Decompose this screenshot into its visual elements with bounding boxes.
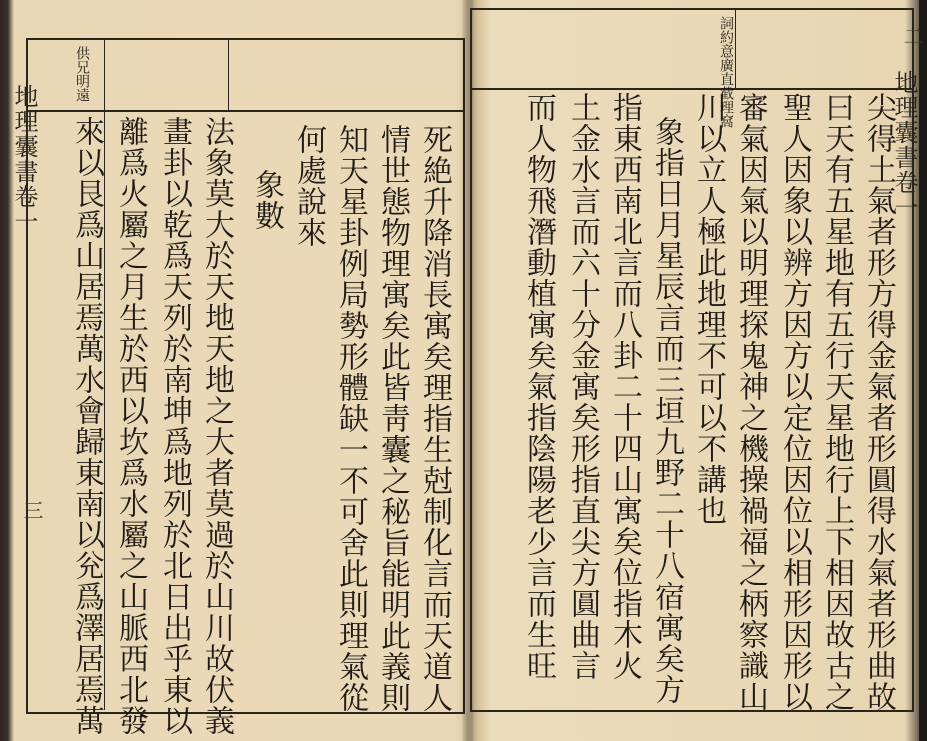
left-col-7: 畫卦以乾爲天列於南坤爲地列於北日出乎東以 [157,116,192,736]
right-page [470,0,924,741]
right-header-divider [735,10,736,90]
right-col-2: 曰天有五星地有五行天星地行上下相因故古之 [819,92,854,712]
left-col-5: 象數 [249,138,284,231]
right-col-1: 尖得土氣者形方得金氣者形圓得水氣者形曲故 [861,92,896,712]
left-margin-title: 地理囊書卷一 [10,84,38,234]
right-folio: 二 [900,26,924,46]
right-col-5: 川以立人極此地理不可以不講也 [691,92,726,526]
left-header-divider [228,40,229,110]
left-col-1: 死絶升降消長寓矣理指生尅制化言而天道人 [417,124,452,713]
left-col-6: 法象莫大於天地天地之大者莫過於山川故伏義 [199,116,234,736]
left-column-rule [104,40,105,710]
right-header-rule [470,88,912,90]
left-folio: 三 [20,500,44,520]
left-top-note: 供兄明遠 [74,46,90,102]
left-col-2: 情世態物理寓矣此皆靑囊之秘旨能明此義則 [375,124,410,713]
right-top-note: 詞約意廣直截理窩 [718,16,734,128]
right-col-8: 土金水言而六十分金寓矣形指直尖方圓曲言 [565,92,600,681]
left-col-4: 何處說來 [291,124,326,248]
right-col-7: 指東西南北言而八卦二十四山寓矣位指木火 [607,92,642,681]
right-col-4: 審氣因氣以明理探鬼神之機操禍福之柄察識山 [733,92,768,712]
right-col-9: 而人物飛潛動植寓矣氣指陰陽老少言而生旺 [521,92,556,681]
left-page [12,0,464,741]
left-col-3: 知天星卦例局勢形體缺一不可舍此則理氣從 [333,124,368,713]
left-col-8: 離爲火屬之月生於西以坎爲水屬之山脈西北發 [113,116,148,736]
left-col-9: 來以艮爲山居焉萬水會歸東南以兊爲澤居焉萬 [69,116,104,736]
right-margin-title: 地理囊書卷一 [890,70,918,220]
right-col-3: 聖人因象以辨方因方以定位因位以相形因形以 [777,92,812,712]
right-col-6: 象指日月星辰言而三垣九野二十八宿寓矣方 [649,116,684,705]
left-header-rule [26,110,463,112]
